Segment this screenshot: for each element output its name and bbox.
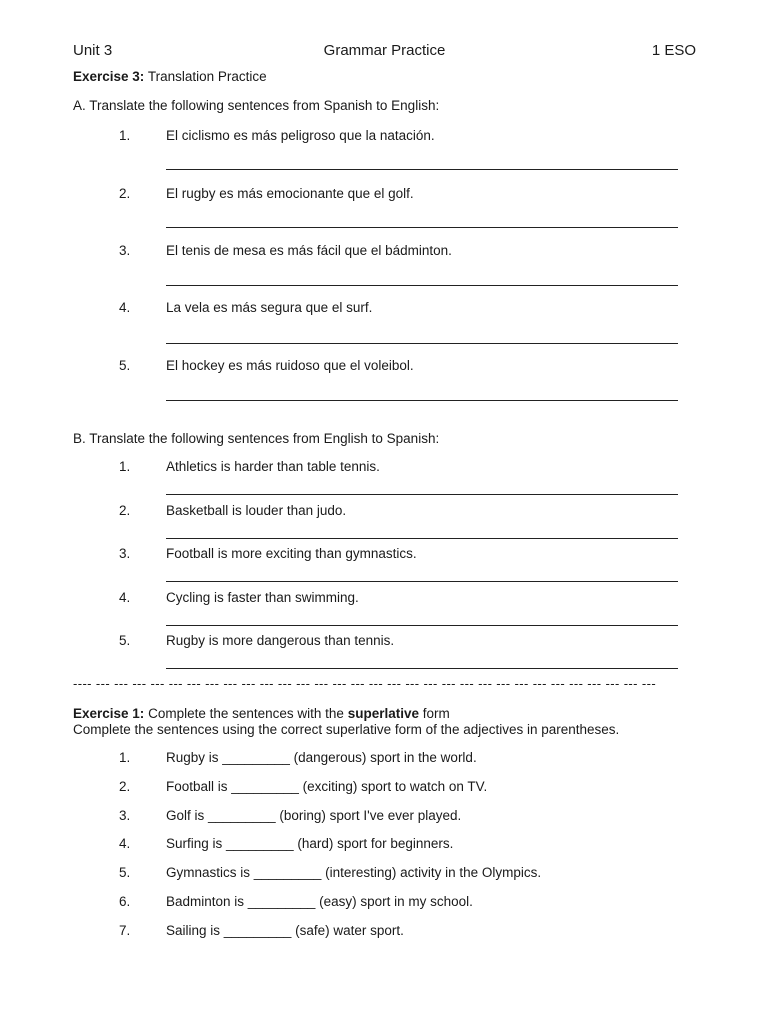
exercise1-item-text: Football is _________ (exciting) sport to watch on TV.: [166, 779, 488, 794]
exercise1-item-text: Golf is _________ (boring) sport I've ever played.: [166, 808, 462, 823]
part-b-instruction: B. Translate the following sentences from English to Spanish:: [73, 431, 440, 446]
part-a-item-number: 5.: [119, 358, 131, 373]
exercise1-item-text: Sailing is _________ (safe) water sport.: [166, 923, 404, 938]
answer-line[interactable]: [166, 227, 678, 228]
exercise1-instruction: Complete the sentences using the correct superlative form of the adjectives in parentheses.: [73, 722, 620, 737]
exercise1-title-pre: Complete the sentences with the: [148, 706, 344, 721]
exercise3-label: Exercise 3:: [73, 69, 145, 84]
part-b-item-text: Cycling is faster than swimming.: [166, 590, 359, 605]
exercise1-item-text: Rugby is _________ (dangerous) sport in the world.: [166, 750, 477, 765]
part-b-item-number: 2.: [119, 503, 131, 518]
exercise1-title-post: form: [422, 706, 450, 721]
part-a-item-text: El ciclismo es más peligroso que la natación.: [166, 128, 435, 143]
part-b-item-number: 1.: [119, 459, 131, 474]
part-b-item-number: 5.: [119, 633, 131, 648]
part-a-item-number: 1.: [119, 128, 131, 143]
unit-label: Unit 3: [73, 42, 113, 59]
answer-line[interactable]: [166, 400, 678, 401]
part-a-item-text: El hockey es más ruidoso que el voleibol.: [166, 358, 414, 373]
part-b-item-text: Football is more exciting than gymnastics.: [166, 546, 417, 561]
answer-line[interactable]: [166, 285, 678, 286]
answer-line[interactable]: [166, 538, 678, 539]
exercise1-item-text: Gymnastics is _________ (interesting) activity in the Olympics.: [166, 865, 542, 880]
part-a-item-number: 3.: [119, 243, 131, 258]
exercise1-item-number: 7.: [119, 923, 131, 938]
answer-line[interactable]: [166, 343, 678, 344]
exercise1-item-number: 1.: [119, 750, 131, 765]
part-a-item-text: El tenis de mesa es más fácil que el bádminton.: [166, 243, 452, 258]
exercise1-item-number: 3.: [119, 808, 131, 823]
exercise1-title-bold: superlative: [347, 706, 420, 721]
part-a-item-text: La vela es más segura que el surf.: [166, 300, 373, 315]
answer-line[interactable]: [166, 581, 678, 582]
exercise3-title: Translation Practice: [147, 69, 267, 84]
exercise1-item-text: Badminton is _________ (easy) sport in my school.: [166, 894, 473, 909]
page-title: Grammar Practice: [323, 42, 446, 59]
part-a-instruction: A. Translate the following sentences from Spanish to English:: [73, 98, 440, 113]
answer-line[interactable]: [166, 169, 678, 170]
part-b-item-text: Rugby is more dangerous than tennis.: [166, 633, 395, 648]
page-header: [73, 42, 696, 62]
part-b-item-text: Basketball is louder than judo.: [166, 503, 347, 518]
exercise1-item-number: 4.: [119, 836, 131, 851]
part-a-item-text: El rugby es más emocionante que el golf.: [166, 186, 414, 201]
part-b-item-number: 4.: [119, 590, 131, 605]
level-label: 1 ESO: [651, 42, 696, 59]
part-a-item-number: 4.: [119, 300, 131, 315]
exercise1-item-number: 6.: [119, 894, 131, 909]
section-separator: ---- --- --- --- --- --- --- --- --- --- --- --- --- --- --- --- --- --- --- --- --- --- --- --- --- --- --- --- --- --- --- ---: [73, 676, 657, 691]
exercise1-label: Exercise 1:: [73, 706, 145, 721]
part-b-item-text: Athletics is harder than table tennis.: [166, 459, 380, 474]
exercise1-item-number: 5.: [119, 865, 131, 880]
part-b-item-number: 3.: [119, 546, 131, 561]
exercise1-item-number: 2.: [119, 779, 131, 794]
answer-line[interactable]: [166, 625, 678, 626]
answer-line[interactable]: [166, 668, 678, 669]
answer-line[interactable]: [166, 494, 678, 495]
exercise3-heading: [73, 69, 267, 85]
exercise1-heading: [73, 706, 450, 722]
exercise1-item-text: Surfing is _________ (hard) sport for beginners.: [166, 836, 454, 851]
part-a-item-number: 2.: [119, 186, 131, 201]
